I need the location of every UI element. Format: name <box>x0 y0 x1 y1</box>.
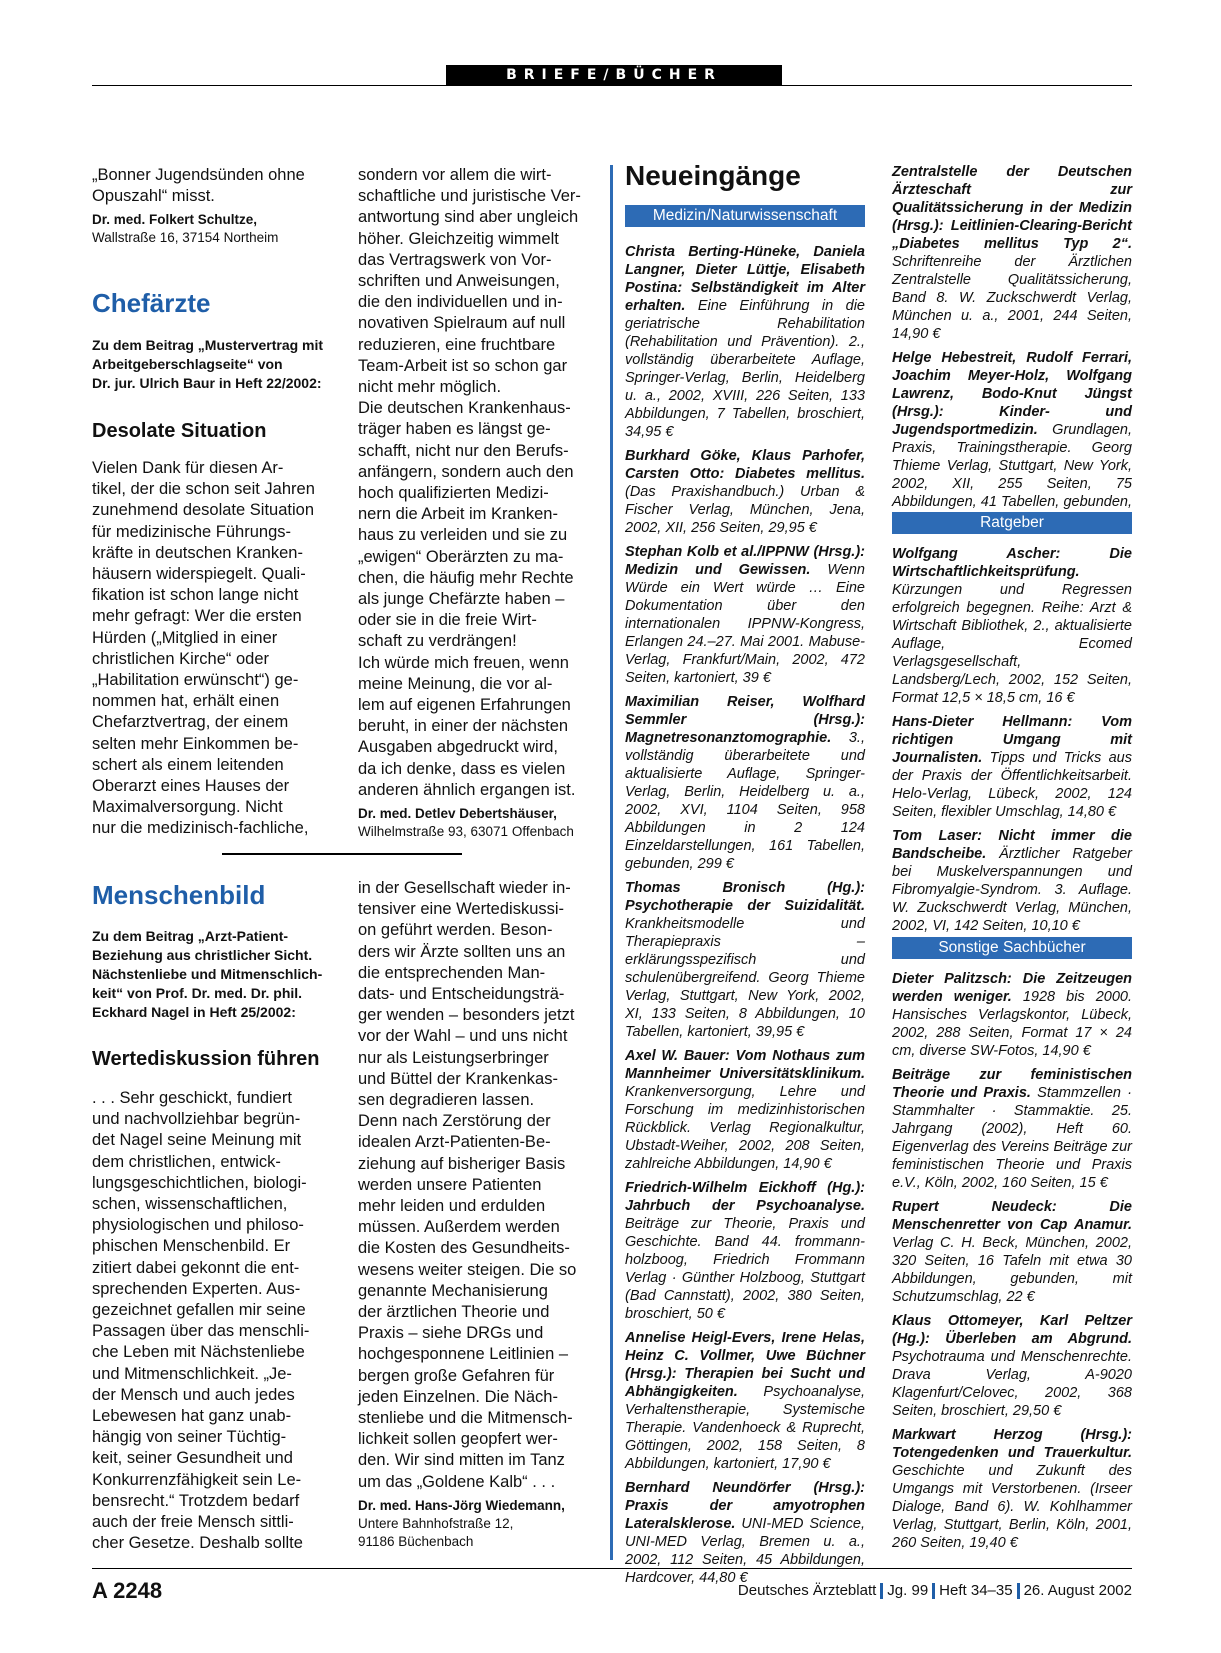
text-line: zunehmend desolate Situation <box>92 501 314 520</box>
text-line: Eckhard Nagel in Heft 25/2002: <box>92 1004 296 1020</box>
book-details: Psychoanalyse, Verhaltenstherapie, Systemische Therapie. Vandenhoeck & Ruprecht, Göttingen, 2002, 158 Seiten, 8 Abbildungen, kartoniert, 17,90 € <box>625 1384 865 1472</box>
book-author-title: Markwart Herzog (Hrsg.): Totengedenken und Trauerkultur. <box>892 1427 1132 1461</box>
text-line: det Nagel seine Meinung mit <box>92 1131 302 1150</box>
text-line: „Habilitation erwünscht“) ge- <box>92 671 299 690</box>
text-line: müssen. Außerdem werden <box>358 1218 560 1237</box>
text-line: mehr leiden und erdulden <box>358 1197 546 1216</box>
text-line: sen degradieren lassen. <box>358 1091 535 1110</box>
footer-info <box>738 1582 1132 1599</box>
text-line: stenliebe und die Mitmensch- <box>358 1409 573 1428</box>
signature-address: Wilhelmstraße 93, 63071 Offenbach <box>358 824 574 840</box>
subhead-wertediskussion: Wertediskussion führen <box>92 1048 320 1070</box>
book-author-title: Bernhard Neundörfer (Hrsg.): Praxis der amyotrophen Lateralsklerose. <box>625 1480 865 1532</box>
text-line: der ärztlichen Theorie und <box>358 1303 550 1322</box>
book-details: Krankheitsmodelle und Therapiepraxis – erklärungsspezifisch und schulenübergreifend. Georg Thieme Verlag, Stuttgart, New York, 2002, XI, 133 Seiten, 8 Abbildungen, 10 Tabellen, kartoniert, 39,95 € <box>625 916 865 1040</box>
text-line: Die deutschen Krankenhaus- <box>358 399 571 418</box>
text-line: Lebewesen hat ganz unab- <box>92 1407 292 1426</box>
book-author-title: Zentralstelle der Deutschen Ärzteschaft zur Qualitätssicherung in der Medizin (Hrsg.): Leitlinien-Clearing-Bericht „Diabetes mellitus Typ 2“. <box>892 164 1132 252</box>
book-details: Kürzungen und Regressen erfolgreich begegnen. Reihe: Arzt & Wirtschaft Bibliothek, 2., aktualisierte Auflage, Ecomed Verlagsgesellschaft, Landsberg/Lech, 2002, 152 Seiten, Format 12,5 × 18,5 cm, 16 € <box>892 582 1132 706</box>
category-medizin: Medizin/Naturwissenschaft <box>625 205 865 227</box>
column-divider <box>610 165 613 1560</box>
book-entry <box>892 545 1132 707</box>
text-line: sprechenden Experten. Aus- <box>92 1279 301 1298</box>
book-author-title: Christa Berting-Hüneke, Daniela Langner, Dieter Lüttje, Elisabeth Postina: Selbständigkeit im Alter erhalten. <box>625 244 865 314</box>
letter-menschenbild-col2 <box>358 878 603 1551</box>
text-line: die entsprechenden Man- <box>358 963 546 982</box>
book-details: Schriftenreihe der Ärztlichen Zentralstelle Qualitätssicherung, Band 8. W. Zuckschwerdt Verlag, München u. a., 2001, 244 Seiten, 14,90 € <box>892 254 1132 342</box>
text-line: wesens weiter steigen. Die so <box>358 1260 577 1279</box>
text-line: mehr gefragt: Wer die ersten <box>92 607 302 626</box>
text-line: und nachvollziehbar begrün- <box>92 1110 301 1129</box>
text-line: die den individuellen und in- <box>358 293 563 312</box>
text-line: fikation ist schon lange nicht <box>92 586 299 605</box>
book-author-title: Stephan Kolb et al./IPPNW (Hrsg.): Medizin und Gewissen. <box>625 544 865 578</box>
book-author-title: Dieter Palitzsch: Die Zeitzeugen werden weniger. <box>892 971 1132 1005</box>
text-line: oder sie in die freie Wirt- <box>358 611 537 630</box>
footer-rule <box>92 1568 1132 1569</box>
book-author-title: Klaus Ottomeyer, Karl Peltzer (Hg.): Überleben am Abgrund. <box>892 1313 1132 1347</box>
book-author-title: Wolfgang Ascher: Die Wirtschaftlichkeitsprüfung. <box>892 546 1132 580</box>
text-line: Maximalversorgung. Nicht <box>92 798 283 817</box>
book-entry <box>625 879 865 1041</box>
book-details: (Das Praxishandbuch.) Urban & Fischer Verlag, München, Jena, 2002, XII, 256 Seiten, 29,95 € <box>625 484 865 536</box>
book-author-title: Helge Hebestreit, Rudolf Ferrari, Joachim Meyer-Holz, Wolfgang Lawrenz, Bodo-Knut Jüngst (Hrsg.): Kinder- und Jugendsportmedizin. <box>892 350 1132 438</box>
text-line: nommen hat, erhält einen <box>92 692 280 711</box>
text-line: christlichen Kirche“ oder <box>92 649 269 668</box>
text-line: physiologischen und philoso- <box>92 1216 304 1235</box>
text-line: ders wir Ärzte sollten uns an <box>358 942 566 961</box>
book-details: Ärztlicher Ratgeber bei Muskelverspannungen und Fibromyalgie-Syndrom. 3. Auflage. W. Zuckschwerdt Verlag, München, 2002, VI, 142 Seiten, 10,10 € <box>892 846 1132 934</box>
book-author-title: Tom Laser: Nicht immer die Bandscheibe. <box>892 828 1132 862</box>
text-line: tensiver eine Wertediskussi- <box>358 900 565 919</box>
text-line: höher. Gleichzeitig wimmelt <box>358 229 559 248</box>
journal-name: Deutsches Ärzteblatt <box>737 1582 877 1599</box>
text-line: Vielen Dank für diesen Ar- <box>92 459 284 477</box>
book-author-title: Thomas Bronisch (Hg.): Psychotherapie der Suizidalität. <box>625 880 865 914</box>
text-line: auch der freie Mensch sittli- <box>92 1513 294 1532</box>
text-line: chen, die häufig mehr Rechte <box>358 568 574 587</box>
text-line: keit, seiner Gesundheit und <box>92 1449 293 1468</box>
book-entry <box>892 163 1132 343</box>
book-details: Wenn Würde ein Wert würde … Eine Dokumentation über den internationalen IPPNW-Kongress, Erlangen 24.–27. Mai 2001. Mabuse-Verlag, Frankfurt/Main, 2002, 472 Seiten, kartoniert, 39 € <box>625 562 865 686</box>
letter-chefaerzte-col1 <box>92 458 342 840</box>
text-line: für medizinische Führungs- <box>92 522 291 541</box>
letter-chefaerzte-col2 <box>358 165 603 841</box>
text-line: dats- und Entscheidungsträ- <box>358 985 565 1004</box>
text-line: kräfte in deutschen Kranken- <box>92 543 303 562</box>
book-author-title: Hans-Dieter Hellmann: Vom richtigen Umgang mit Journalisten. <box>892 714 1132 766</box>
text-line: genannte Mechanisierung <box>358 1281 548 1300</box>
text-line: lem auf eigenen Erfahrungen <box>358 696 571 715</box>
book-details: Stammzellen · Stammhalter · Stammaktie. 25. Jahrgang (2002), Heft 60. Eigenverlag des Vereins Beiträge zur feministischen Theorie und Praxis e.V., Köln, 2002, 160 Seiten, 15 € <box>892 1085 1132 1191</box>
text-line: bensrecht.“ Trotzdem bedarf <box>92 1491 300 1510</box>
book-entry <box>892 713 1132 821</box>
text-line: Ich würde mich freuen, wenn <box>358 653 569 672</box>
signature-address: 91186 Büchenbach <box>358 1533 474 1549</box>
book-entry <box>892 1312 1132 1420</box>
text-line: als junge Chefärzte haben – <box>358 590 565 609</box>
text-line: reduzieren, eine fruchtbare <box>358 335 556 354</box>
signature-name: Dr. med. Hans-Jörg Wiedemann, <box>358 1497 565 1513</box>
book-list-sonstige <box>892 970 1132 1558</box>
text-line: „Bonner Jugendsünden ohne <box>92 166 305 184</box>
text-line: nur die medizinisch-fachliche, <box>92 819 309 838</box>
issue: Heft 34–35 <box>939 1582 1013 1599</box>
category-ratgeber: Ratgeber <box>892 512 1132 534</box>
page-number: A 2248 <box>92 1578 163 1603</box>
text-line: sondern vor allem die wirt- <box>358 166 552 184</box>
book-list-col4-top <box>892 163 1132 535</box>
text-line: bergen große Gefahren für <box>358 1366 555 1385</box>
text-line: die Kosten des Gesundheits- <box>358 1239 570 1258</box>
text-line: keit“ von Prof. Dr. med. Dr. phil. <box>92 985 303 1001</box>
text-line: che Leben mit Nächstenliebe <box>92 1343 305 1362</box>
book-details: Grundlagen, Praxis, Trainingstherapie. Georg Thieme Verlag, Stuttgart, New York, 2002, XII, 255 Seiten, 75 Abbildungen, 41 Tabellen, gebunden, <box>892 422 1132 510</box>
book-entry <box>625 1179 865 1323</box>
text-line: Dr. jur. Ulrich Baur in Heft 22/2002: <box>92 375 322 391</box>
text-line: Beziehung aus christlicher Sicht. <box>92 947 313 963</box>
book-entry <box>892 827 1132 935</box>
book-entry <box>625 1047 865 1173</box>
text-line: anderen ähnlich ergangen ist. <box>358 780 576 799</box>
book-author-title: Beiträge zur feministischen Theorie und Praxis. <box>892 1067 1132 1101</box>
book-details: Psychotrauma und Menschenrechte. Drava Verlag, A-9020 Klagenfurt/Celovec, 2002, 368 Seiten, broschiert, 29,50 € <box>892 1349 1132 1419</box>
book-details: UNI-MED Science, UNI-MED Verlag, Bremen u. a., 2002, 112 Seiten, 45 Abbildungen, Hardcover, 44,80 € <box>625 1516 865 1586</box>
text-line: lichkeit sollen geopfert wer- <box>358 1430 558 1449</box>
text-line: Nächstenliebe und Mitmenschlich- <box>92 966 323 982</box>
book-entry <box>625 1329 865 1473</box>
book-entry <box>892 1198 1132 1306</box>
signature-name: Dr. med. Detlev Debertshäuser, <box>358 806 557 822</box>
text-line: Praxis – siehe DRGs und <box>358 1324 544 1343</box>
text-line: haus zu verleiden und sie zu <box>358 526 568 545</box>
text-line: jeden Einzelnen. Die Näch- <box>358 1387 558 1406</box>
book-details: Tipps und Tricks aus der Praxis der Öffentlichkeitsarbeit. Helo-Verlag, Lübeck, 2002, 124 Seiten, flexibler Umschlag, 14,80 € <box>892 750 1132 820</box>
book-author-title: Maximilian Reiser, Wolfhard Semmler (Hrsg.): Magnetresonanztomographie. <box>625 694 865 746</box>
text-line: nicht mehr möglich. <box>358 378 502 397</box>
text-line: „ewigen“ Oberärzten zu ma- <box>358 547 564 566</box>
text-line: gezeichnet gefallen mir seine <box>92 1301 306 1320</box>
text-line: phischen Menschenbild. Er <box>92 1237 291 1256</box>
text-line: werden unsere Patienten <box>358 1175 542 1194</box>
separator <box>880 1583 883 1599</box>
book-details: Verlag C. H. Beck, München, 2002, 320 Seiten, 16 Tafeln mit etwa 30 Abbildungen, gebunden, mit Schutzumschlag, 22 € <box>892 1235 1132 1305</box>
divider <box>222 853 462 855</box>
text-line: tikel, der die schon seit Jahren <box>92 480 315 499</box>
text-line: hängig von seiner Tüchtig- <box>92 1428 287 1447</box>
text-line: hochgesponnene Leitlinien – <box>358 1345 569 1364</box>
text-line: schriften und Anweisungen, <box>358 272 560 291</box>
text-line: Chefarztvertrag, der einem <box>92 713 289 732</box>
text-line: schen, wissenschaftlichen, <box>92 1195 288 1214</box>
text-line: da ich denke, dass es vielen <box>358 759 566 778</box>
text-line: Passagen über das menschli- <box>92 1322 310 1341</box>
text-line: selten mehr Einkommen be- <box>92 734 299 753</box>
text-line: den. Wir sind mitten im Tanz <box>358 1451 565 1470</box>
section-title-neueingaenge: Neueingänge <box>625 160 801 191</box>
text-line: das Vertragswerk von Vor- <box>358 250 552 269</box>
text-line: Ausgaben abgedruckt wird, <box>358 738 558 757</box>
text-line: beruht, in einer der nächsten <box>358 717 569 736</box>
text-line: in der Gesellschaft wieder in- <box>358 879 571 897</box>
book-entry <box>892 1426 1132 1552</box>
text-line: schert als einem leitenden <box>92 755 284 774</box>
separator <box>1017 1583 1020 1599</box>
book-entry <box>892 1066 1132 1192</box>
book-details: Krankenversorgung, Lehre und Forschung im medizinhistorischen Rückblick. Verlag Regionalkultur, Ubstadt-Weiher, 2002, 208 Seiten, zahlreiche Abbildungen, 14,90 € <box>625 1084 865 1172</box>
text-line: nur als Leistungserbringer <box>358 1048 549 1067</box>
letter-menschenbild-col1 <box>92 1088 342 1554</box>
volume: Jg. 99 <box>887 1582 929 1599</box>
text-line: schafft, nicht nur den Berufs- <box>358 441 569 460</box>
text-line: Konkurrenzfähigkeit sein Le- <box>92 1470 302 1489</box>
intro-menschenbild <box>92 927 342 1022</box>
text-line: nern die Arbeit im Kranken- <box>358 505 558 524</box>
text-line: Denn nach Zerstörung der <box>358 1112 551 1131</box>
text-line: schaftliche und juristische Ver- <box>358 187 581 206</box>
book-entry <box>625 243 865 441</box>
book-list-col3 <box>625 243 865 1593</box>
book-details: 1928 bis 2000. Hansisches Verlagskontor, Lübeck, 2002, 288 Seiten, Format 17 × 24 cm, diverse SW-Fotos, 14,90 € <box>892 989 1132 1059</box>
category-sonstige: Sonstige Sachbücher <box>892 937 1132 959</box>
text-line: meine Meinung, die vor al- <box>358 674 553 693</box>
signature-name: Dr. med. Folkert Schultze, <box>92 212 258 228</box>
text-line: Team-Arbeit ist so schon gar <box>358 356 568 375</box>
text-line: um das „Goldene Kalb“ . . . <box>358 1472 556 1491</box>
book-entry <box>625 543 865 687</box>
text-line: Oberarzt eines Hauses der <box>92 777 290 796</box>
book-entry <box>625 1479 865 1587</box>
text-line: der Mensch und auch jedes <box>92 1385 295 1404</box>
text-line: träger haben es längst ge- <box>358 420 551 439</box>
book-list-ratgeber <box>892 545 1132 941</box>
book-details: Beiträge zur Theorie, Praxis und Geschichte. Band 44. frommann-holzboog, Friedrich Frommann Verlag · Günther Holzboog, Stuttgart (Bad Cannstatt), 2002, 380 Seiten, broschiert, 50 € <box>625 1216 865 1322</box>
text-line: . . . Sehr geschickt, fundiert <box>92 1089 292 1107</box>
book-details: Geschichte und Zukunft des Umgangs mit Verstorbenen. (Irseer Dialoge, Band 6). W. Kohlhammer Verlag, Stuttgart, Berlin, Köln, 2001, 260 Seiten, 19,40 € <box>892 1463 1132 1551</box>
text-line: zitiert dabei gekonnt die ent- <box>92 1258 300 1277</box>
book-details: 3., vollständig überarbeitete und aktualisierte Auflage, Springer-Verlag, Berlin, Heidelberg u. a., 2002, XVI, 1104 Seiten, 958 Abbildungen in 2 124 Einzeldarstellungen, 161 Tabellen, gebunden, 299 € <box>625 730 865 872</box>
book-author-title: Annelise Heigl-Evers, Irene Helas, Heinz C. Vollmer, Uwe Büchner (Hrsg.): Therapien bei Sucht und Abhängigkeiten. <box>625 1330 865 1400</box>
text-line: Opuszahl“ misst. <box>92 187 215 206</box>
text-line: Hürden („Mitglied in einer <box>92 628 278 647</box>
book-author-title: Burkhard Göke, Klaus Parhofer, Carsten Otto: Diabetes mellitus. <box>625 448 865 482</box>
text-line: cher Gesetze. Deshalb sollte <box>92 1534 303 1553</box>
text-line: lungsgeschichtlichen, biologi- <box>92 1173 307 1192</box>
section-title-chefaerzte: Chefärzte <box>92 288 211 318</box>
text-line: novativen Spielraum auf null <box>358 314 566 333</box>
text-line: und Mitmenschlichkeit. „Je- <box>92 1364 292 1383</box>
book-entry <box>625 447 865 537</box>
text-line: dem christlichen, entwick- <box>92 1152 281 1171</box>
book-author-title: Friedrich-Wilhelm Eickhoff (Hg.): Jahrbuch der Psychoanalyse. <box>625 1180 865 1214</box>
text-line: Arbeitgeberschlagseite“ von <box>92 356 283 372</box>
signature-address: Untere Bahnhofstraße 12, <box>358 1515 514 1531</box>
book-author-title: Rupert Neudeck: Die Menschenretter von Cap Anamur. <box>892 1199 1132 1233</box>
text-line: idealen Arzt-Patienten-Be- <box>358 1133 551 1152</box>
signature-address: Wallstraße 16, 37154 Northeim <box>92 230 279 246</box>
text-line: Zu dem Beitrag „Mustervertrag mit <box>92 337 324 353</box>
text-line: anfängern, sondern auch den <box>358 462 574 481</box>
text-line: ziehung auf bisheriger Basis <box>358 1154 566 1173</box>
book-entry <box>892 349 1132 529</box>
text-line: hoch qualifizierten Medizi- <box>358 484 549 503</box>
intro-chefaerzte <box>92 336 342 393</box>
text-line: Zu dem Beitrag „Arzt-Patient- <box>92 928 289 944</box>
text-line: und Büttel der Krankenkas- <box>358 1069 558 1088</box>
section-title-menschenbild: Menschenbild <box>92 880 266 910</box>
text-line: on geführt werden. Beson- <box>358 921 553 940</box>
separator <box>932 1583 935 1599</box>
text-line: schaft zu verdrängen! <box>358 632 517 651</box>
date: 26. August 2002 <box>1023 1582 1132 1599</box>
book-author-title: Axel W. Bauer: Vom Nothaus zum Mannheimer Universitätsklinikum. <box>625 1048 865 1082</box>
text-line: häusern widerspiegelt. Quali- <box>92 565 306 584</box>
subhead-desolate: Desolate Situation <box>92 420 267 442</box>
text-line: antwortung sind aber ungleich <box>358 208 579 227</box>
text-line: ger wenden – besonders jetzt <box>358 1006 575 1025</box>
section-header: BRIEFE/BÜCHER <box>446 65 782 86</box>
book-entry <box>892 970 1132 1060</box>
letter-ending <box>92 165 332 247</box>
book-entry <box>625 693 865 873</box>
book-details: Eine Einführung in die geriatrische Rehabilitation (Rehabilitation und Prävention). 2., vollständig überarbeitete Auflage, Springer-Verlag, Berlin, Heidelberg u. a., 2002, XVIII, 226 Seiten, 133 Abbildungen, 7 Tabellen, broschiert, 34,95 € <box>625 298 865 440</box>
text-line: vor der Wahl – und uns nicht <box>358 1027 568 1046</box>
